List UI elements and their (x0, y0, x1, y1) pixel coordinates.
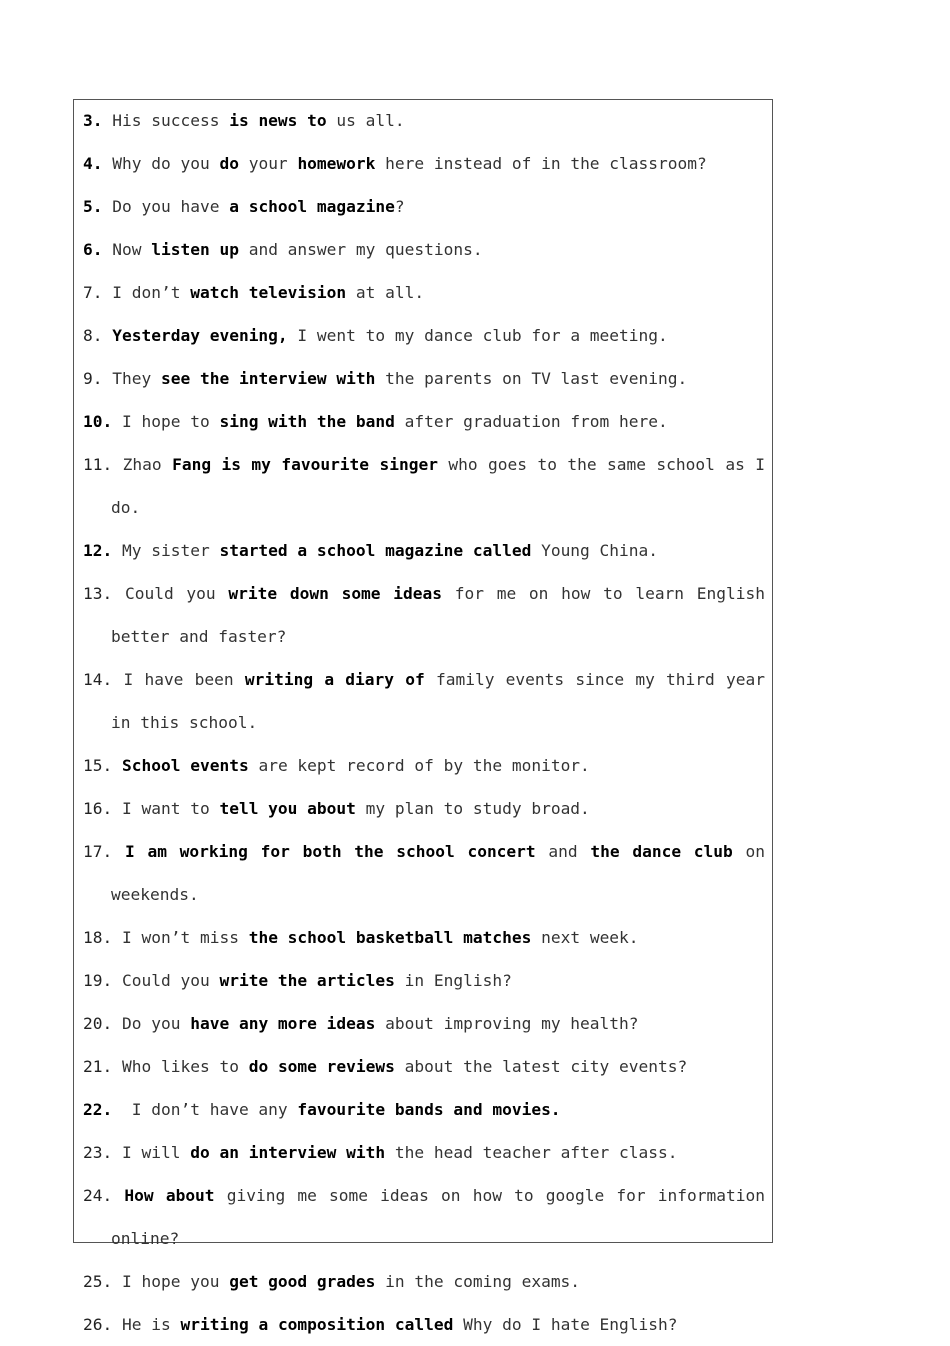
sentence-number: 26. (83, 1315, 113, 1334)
sentence-text: at all. (346, 283, 425, 302)
key-phrase: a school magazine (229, 197, 395, 216)
key-phrase: the school basketball matches (248, 928, 532, 947)
sentence-item (83, 572, 775, 658)
sentence-item (83, 400, 765, 443)
sentence-item (83, 314, 765, 357)
sentence-number: 17. (83, 842, 113, 861)
key-phrase: write down some ideas (228, 584, 443, 603)
key-phrase: I am working for both the school concert (124, 842, 536, 861)
sentence-text: Why do you (102, 154, 220, 173)
sentence-item (83, 1088, 765, 1131)
sentence-text: in English? (394, 971, 512, 990)
sentence-number: 23. (83, 1143, 113, 1162)
sentence-item (83, 142, 765, 185)
sentence-item (83, 959, 765, 1002)
key-phrase: started a school magazine called (219, 541, 532, 560)
sentence-number: 12. (83, 541, 113, 560)
sentence-number: 6. (83, 240, 103, 259)
key-phrase: watch television (190, 283, 347, 302)
sentence-text: next week. (531, 928, 639, 947)
sentence-item (83, 185, 765, 228)
key-phrase: do some reviews (248, 1057, 395, 1076)
sentence-text: They (102, 369, 161, 388)
sentence-text: in the coming exams. (375, 1272, 581, 1291)
sentence-text: I hope to (112, 412, 220, 431)
sentence-number: 19. (83, 971, 113, 990)
key-phrase: do (219, 154, 239, 173)
sentence-text: who goes to the same school as I do. (111, 455, 775, 517)
sentence-number: 10. (83, 412, 113, 431)
sentence-number: 15. (83, 756, 113, 775)
sentence-item (83, 228, 765, 271)
sentence-text (112, 756, 122, 775)
key-phrase: is news to (229, 111, 327, 130)
sentence-text: here instead of in the classroom? (375, 154, 707, 173)
sentence-text: about the latest city events? (394, 1057, 688, 1076)
key-phrase: tell you about (219, 799, 356, 818)
sentence-number: 3. (83, 111, 103, 130)
key-phrase: writing a diary of (244, 670, 425, 689)
sentence-item (83, 830, 775, 916)
sentence-item (83, 1131, 765, 1174)
sentence-item (83, 1045, 765, 1088)
key-phrase: have any more ideas (190, 1014, 376, 1033)
sentence-text: the parents on TV last evening. (375, 369, 688, 388)
sentence-item (83, 1174, 775, 1260)
sentence-number: 25. (83, 1272, 113, 1291)
key-phrase: see the interview with (160, 369, 376, 388)
sentence-number: 18. (83, 928, 113, 947)
sentence-item (83, 529, 765, 572)
sentence-text: I went to my dance club for a meeting. (287, 326, 668, 345)
sentence-item (83, 787, 765, 830)
sentence-number: 9. (83, 369, 103, 388)
sentence-item (83, 1002, 765, 1045)
sentence-item (83, 99, 765, 142)
sentence-text: Could you (112, 971, 220, 990)
sentence-item (83, 357, 765, 400)
sentence-text: Do you have (102, 197, 230, 216)
sentence-text (103, 326, 113, 345)
sentence-text: giving me some ideas on how to google for information online? (111, 1186, 775, 1248)
sentence-number: 22. (83, 1100, 113, 1119)
sentence-text (112, 842, 125, 861)
sentence-text: I won’t miss (112, 928, 249, 947)
sentence-text: I have been (112, 670, 245, 689)
key-phrase: listen up (151, 240, 239, 259)
sentence-list (83, 99, 775, 1346)
sentence-text: after graduation from here. (394, 412, 668, 431)
sentence-number: 4. (83, 154, 103, 173)
sentence-text: the head teacher after class. (385, 1143, 678, 1162)
sentence-text: ? (394, 197, 405, 216)
sentence-number: 14. (83, 670, 113, 689)
sentence-item (83, 1260, 765, 1303)
sentence-text: for me on how to learn English better and faster? (111, 584, 775, 646)
sentence-text: I hope you (112, 1272, 230, 1291)
sentence-number: 8. (83, 326, 103, 345)
sentence-item (83, 271, 765, 314)
sentence-text: I don’t have any (112, 1100, 298, 1119)
sentence-text (112, 1186, 124, 1205)
sentence-text: on weekends. (111, 842, 775, 904)
sentence-number: 11. (83, 455, 113, 474)
key-phrase: write the articles (219, 971, 395, 990)
sentence-item (83, 916, 765, 959)
sentence-number: 20. (83, 1014, 113, 1033)
key-phrase: favourite bands and movies. (297, 1100, 561, 1119)
sentence-text: I will (112, 1143, 191, 1162)
sentence-text: He is (112, 1315, 181, 1334)
key-phrase: writing a composition called (180, 1315, 454, 1334)
sentence-number: 24. (83, 1186, 113, 1205)
key-phrase: sing with the band (219, 412, 395, 431)
sentence-text: His success (102, 111, 230, 130)
sentence-text: I don’t (102, 283, 191, 302)
sentence-item (83, 1303, 765, 1346)
sentence-text: and (535, 842, 591, 861)
sentence-number: 5. (83, 197, 103, 216)
sentence-text: Young China. (531, 541, 659, 560)
key-phrase: the dance club (590, 842, 733, 861)
sentence-text: Do you (112, 1014, 191, 1033)
sentence-text: my plan to study broad. (355, 799, 590, 818)
sentence-text: us all. (326, 111, 405, 130)
sentence-text: I want to (112, 799, 220, 818)
sentence-text: about improving my health? (375, 1014, 639, 1033)
sentence-number: 7. (83, 283, 103, 302)
key-phrase: homework (297, 154, 376, 173)
sentence-number: 21. (83, 1057, 113, 1076)
key-phrase: School events (122, 756, 249, 775)
sentence-text: Could you (112, 584, 229, 603)
sentence-text: Why do I hate English? (453, 1315, 678, 1334)
key-phrase: get good grades (229, 1272, 376, 1291)
sentence-item (83, 443, 775, 529)
sentence-item (83, 744, 765, 787)
sentence-number: 16. (83, 799, 113, 818)
key-phrase: Fang is my favourite singer (172, 455, 438, 474)
sentence-text: and answer my questions. (238, 240, 483, 259)
sentence-text: My sister (112, 541, 220, 560)
sentence-text: family events since my third year in this school. (111, 670, 775, 732)
sentence-text: your (238, 154, 298, 173)
sentence-item (83, 658, 775, 744)
sentence-text: Who likes to (112, 1057, 249, 1076)
sentence-text: are kept record of by the monitor. (248, 756, 590, 775)
key-phrase: do an interview with (190, 1143, 386, 1162)
key-phrase: Yesterday evening, (112, 326, 288, 345)
key-phrase: How about (124, 1186, 215, 1205)
sentence-text: Now (102, 240, 152, 259)
sentence-text: Zhao (112, 455, 173, 474)
sentence-number: 13. (83, 584, 113, 603)
